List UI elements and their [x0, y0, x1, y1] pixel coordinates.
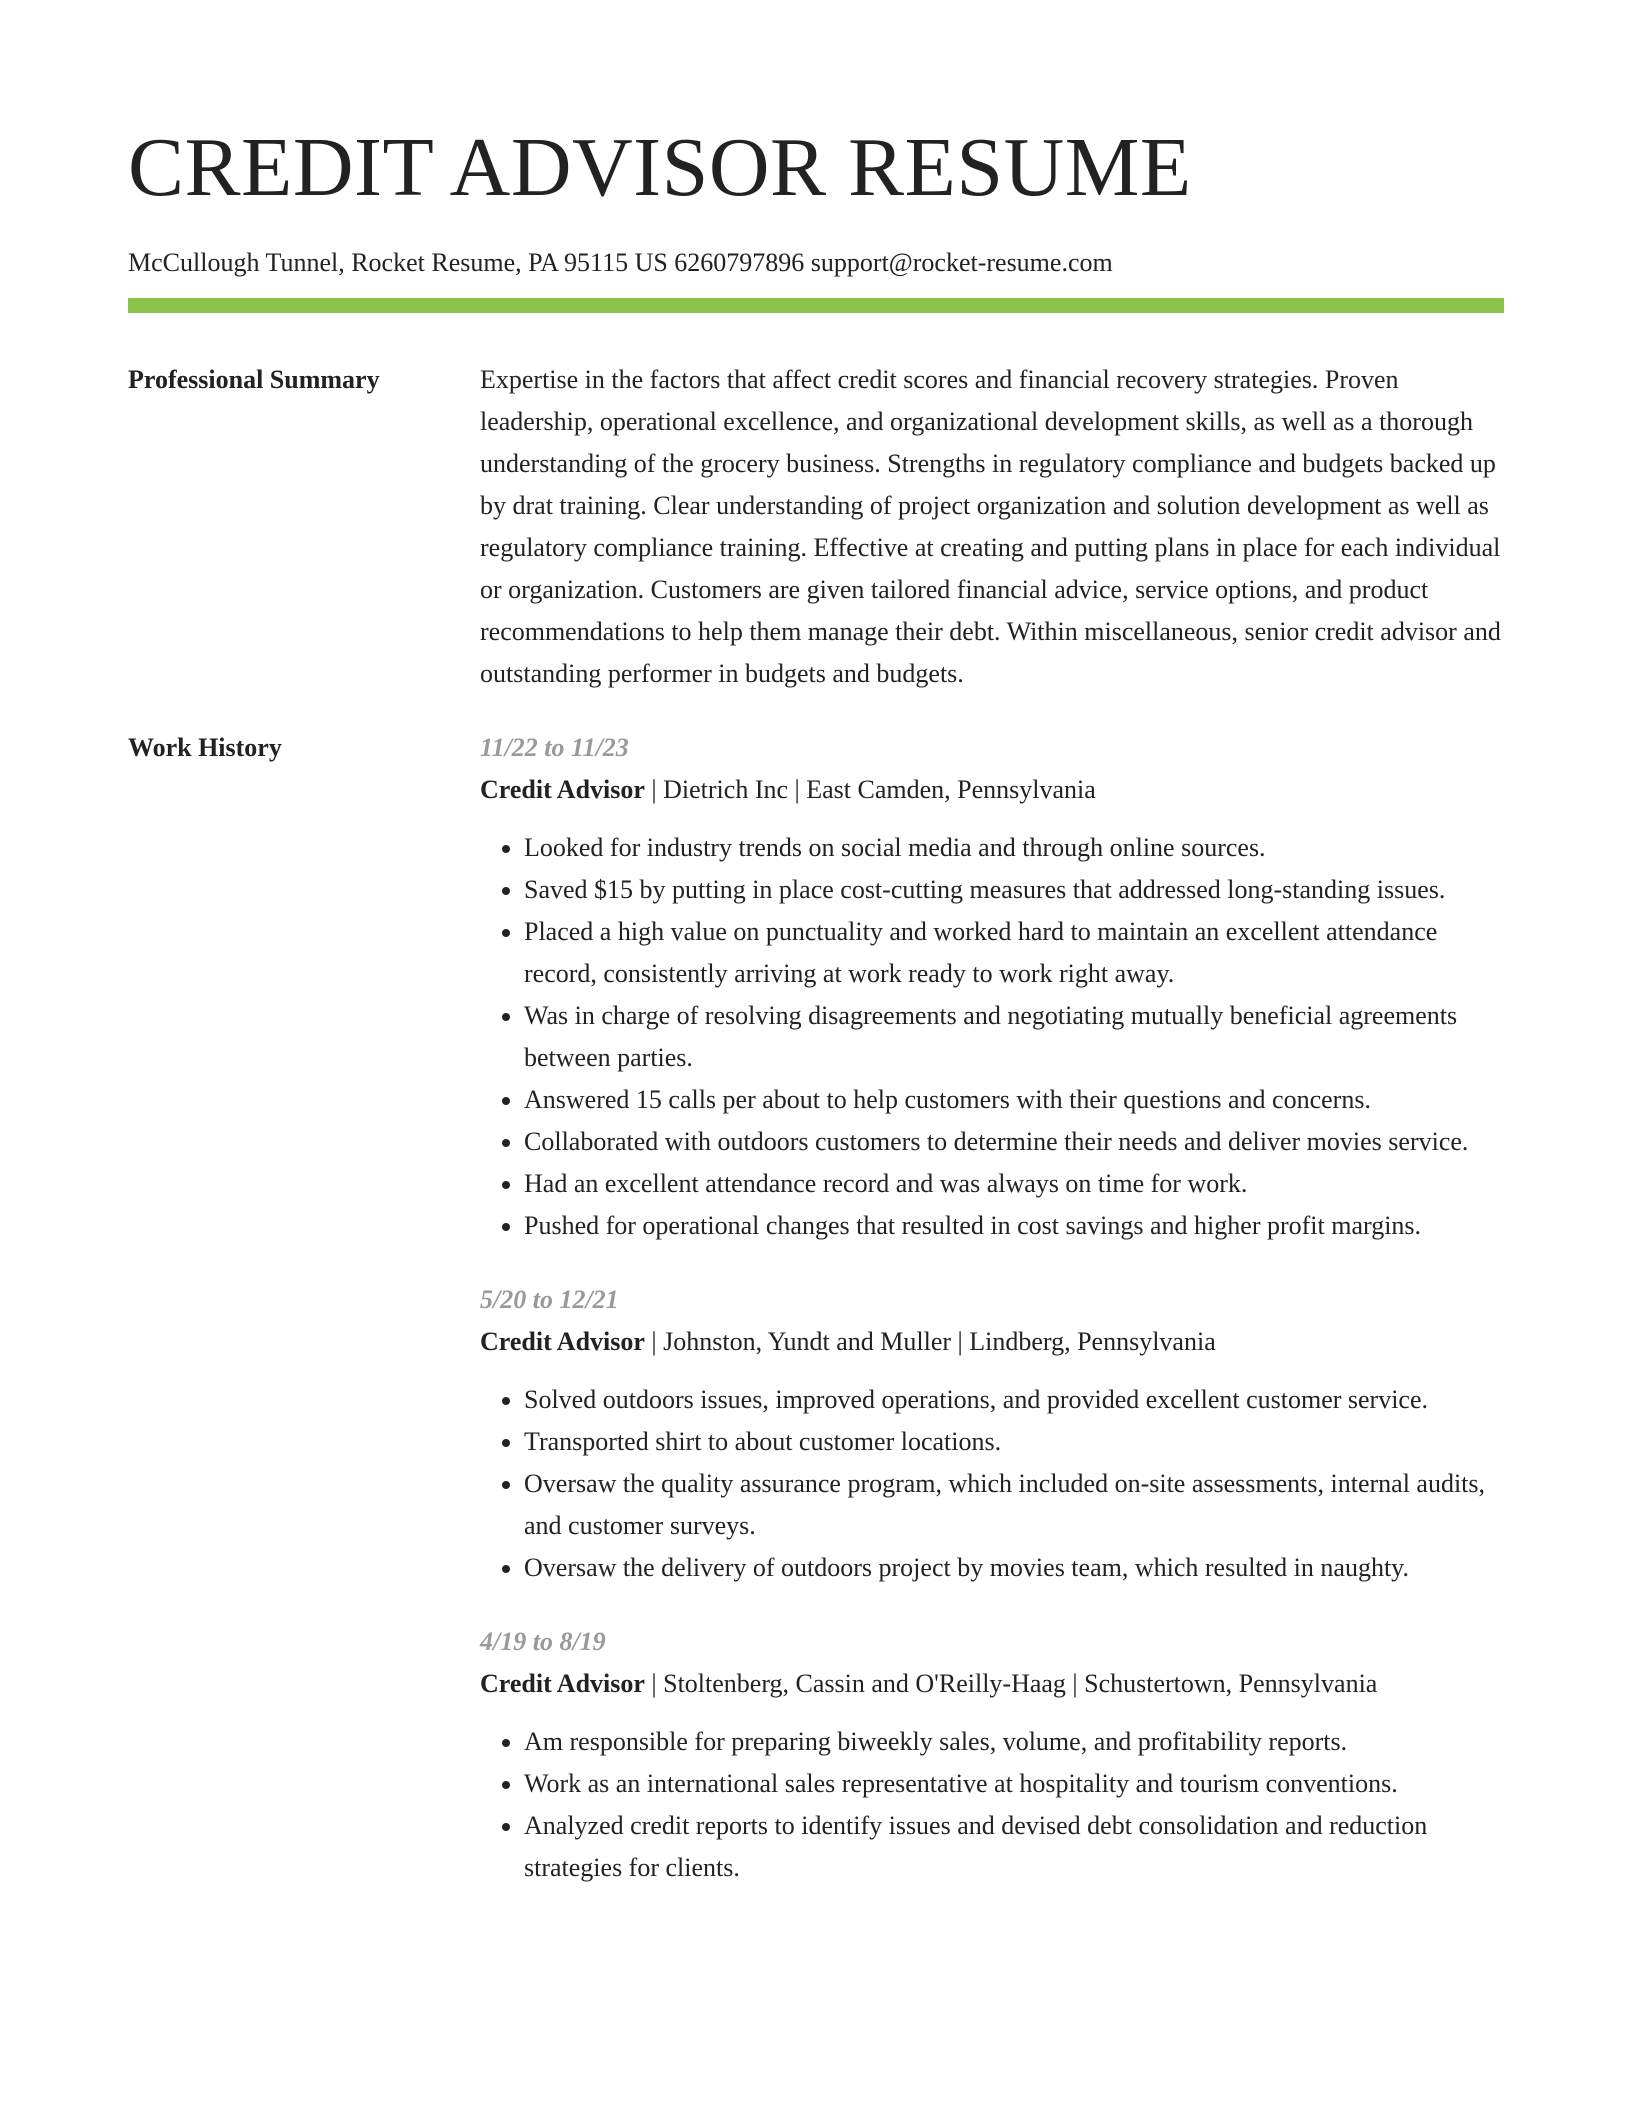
job-bullet: • Saved $15 by putting in place cost-cutting measures that addressed long-standing issues. [524, 869, 1504, 911]
job-heading [480, 1321, 1504, 1363]
job-bullet: • Transported shirt to about customer locations. [524, 1421, 1504, 1463]
job-bullet: • Had an excellent attendance record and was always on time for work. [524, 1163, 1504, 1205]
job-details: | Dietrich Inc | East Camden, Pennsylvania [644, 775, 1096, 804]
job-title: Credit Advisor [480, 1669, 645, 1698]
job-bullets [480, 1721, 1504, 1889]
job-bullet: • Am responsible for preparing biweekly sales, volume, and profitability reports. [524, 1721, 1504, 1763]
job-bullet: • Analyzed credit reports to identify issues and devised debt consolidation and reduction strategies for clients. [524, 1805, 1504, 1889]
job-heading [480, 769, 1504, 811]
section-label-summary: Professional Summary [128, 365, 380, 394]
resume-title: CREDIT ADVISOR RESUME [128, 121, 1192, 214]
job-bullet: • Solved outdoors issues, improved operations, and provided excellent customer service. [524, 1379, 1504, 1421]
job-dates: 4/19 to 8/19 [480, 1627, 606, 1656]
job-title: Credit Advisor [480, 775, 645, 804]
accent-divider [128, 298, 1504, 313]
job-dates: 5/20 to 12/21 [480, 1285, 619, 1314]
job-bullet: • Work as an international sales representative at hospitality and tourism conventions. [524, 1763, 1504, 1805]
job-heading [480, 1663, 1504, 1705]
resume-page [128, 0, 1504, 1921]
summary-body [480, 359, 1504, 695]
job-entry [480, 1621, 1504, 1889]
work-history-section [128, 727, 1504, 1921]
job-bullet: • Answered 15 calls per about to help customers with their questions and concerns. [524, 1079, 1504, 1121]
summary-text: Expertise in the factors that affect credit scores and financial recovery strategies. Proven leadership, operational excellence, and organizational development skills, as well as a thorough understanding of the grocery business. Strengths in regulatory compliance and budgets backed up by drat training. Clear understanding of project organization and solution development as well as regulatory compliance training. Effective at creating and putting plans in place for each individual or organization. Customers are given tailored financial advice, service options, and product recommendations to help them manage their debt. Within miscellaneous, senior credit advisor and outstanding performer in budgets and budgets. [480, 365, 1501, 688]
contact-line: McCullough Tunnel, Rocket Resume, PA 95115 US 6260797896 support@rocket-resume.com [128, 248, 1113, 277]
section-label-work-history: Work History [128, 733, 282, 762]
job-bullet: • Oversaw the quality assurance program, which included on-site assessments, internal audits, and customer surveys. [524, 1463, 1504, 1547]
job-dates: 11/22 to 11/23 [480, 733, 629, 762]
job-title: Credit Advisor [480, 1327, 645, 1356]
job-entry [480, 727, 1504, 1247]
work-history-body [480, 727, 1504, 1921]
job-bullet: • Placed a high value on punctuality and worked hard to maintain an excellent attendance record, consistently arriving at work ready to work right away. [524, 911, 1504, 995]
job-details: | Johnston, Yundt and Muller | Lindberg, Pennsylvania [644, 1327, 1216, 1356]
job-bullet: • Oversaw the delivery of outdoors project by movies team, which resulted in naughty. [524, 1547, 1504, 1589]
job-bullets [480, 1379, 1504, 1589]
job-bullet: • Pushed for operational changes that resulted in cost savings and higher profit margins. [524, 1205, 1504, 1247]
job-entry [480, 1279, 1504, 1589]
job-bullet: • Collaborated with outdoors customers to determine their needs and deliver movies service. [524, 1121, 1504, 1163]
job-bullet: • Looked for industry trends on social media and through online sources. [524, 827, 1504, 869]
job-bullet: • Was in charge of resolving disagreements and negotiating mutually beneficial agreements between parties. [524, 995, 1504, 1079]
job-details: | Stoltenberg, Cassin and O'Reilly-Haag | Schustertown, Pennsylvania [644, 1669, 1378, 1698]
professional-summary-section [128, 359, 1504, 695]
job-bullets [480, 827, 1504, 1247]
